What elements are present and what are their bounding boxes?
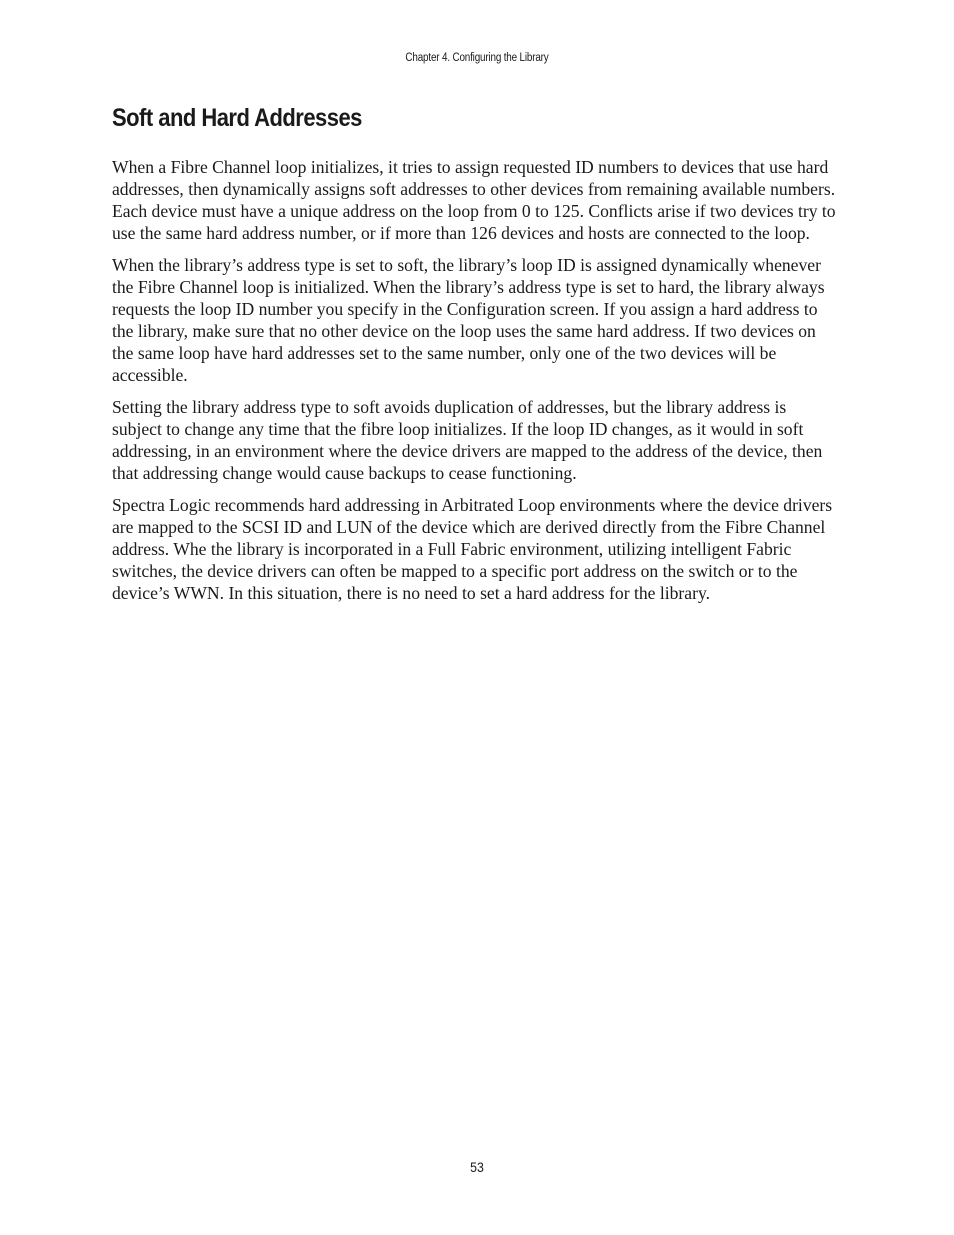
paragraph-soft-addressing-risk: Setting the library address type to soft avoids duplication of addresses, but the library address is subject to change any time that the fibre loop initializes. If the loop ID changes, as it would in soft addressing, in an environment where the device drivers are mapped to the address of the device, then that addressing change would cause backups to cease functioning.	[112, 397, 823, 483]
paragraph-soft-vs-hard-type: When the library’s address type is set to soft, the library’s loop ID is assigned dynamically whenever the Fibre Channel loop is initialized. When the library’s address type is set to hard, the library always requests the loop ID number you specify in the Configuration screen. If you assign a hard address to the library, make sure that no other device on the loop uses the same hard address. If two devices on the same loop have hard addresses set to the same number, only one of the two devices will be accessible.	[112, 255, 825, 385]
section-body	[112, 156, 840, 614]
paragraph-recommendation: Spectra Logic recommends hard addressing in Arbitrated Loop environments where the device drivers are mapped to the SCSI ID and LUN of the device which are derived directly from the Fibre Channel address. Whe the library is incorporated in a Full Fabric environment, utilizing intelligent Fabric switches, the device drivers can often be mapped to a specific port address on the switch or to the device’s WWN. In this situation, there is no need to set a hard address for the library.	[112, 495, 833, 603]
paragraph-loop-initialization: When a Fibre Channel loop initializes, it tries to assign requested ID numbers to devices that use hard addresses, then dynamically assigns soft addresses to other devices from remaining available numbers. Each device must have a unique address on the loop from 0 to 125. Conflicts arise if two devices try to use the same hard address number, or if more than 126 devices and hosts are connected to the loop.	[112, 157, 836, 243]
running-header: Chapter 4. Configuring the Library	[405, 52, 549, 64]
page-number: 53	[470, 1159, 484, 1175]
section-title: Soft and Hard Addresses	[112, 104, 362, 132]
